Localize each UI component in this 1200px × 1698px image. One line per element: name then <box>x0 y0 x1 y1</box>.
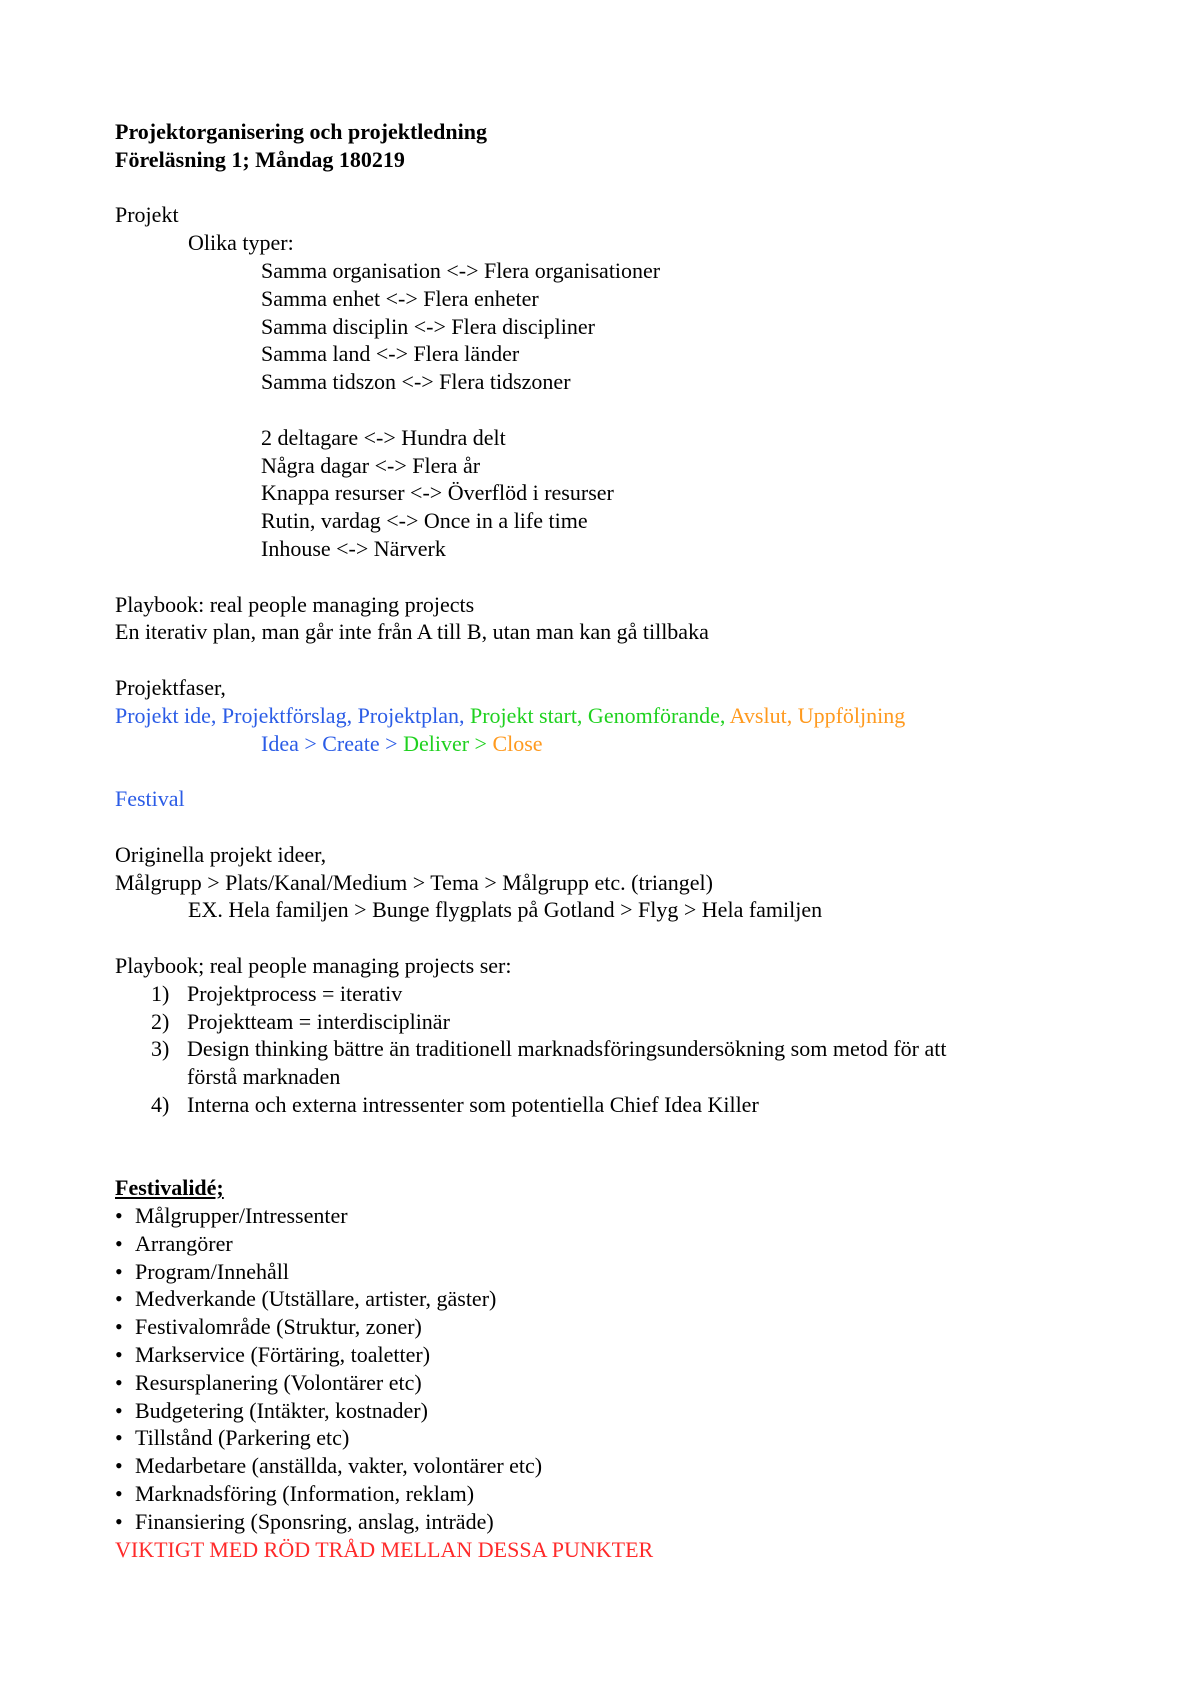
bullet-mark: • <box>115 1258 123 1284</box>
spacer <box>115 1119 1115 1147</box>
spacer <box>115 563 1115 591</box>
bullet-text: Festivalområde (Struktur, zoner) <box>135 1314 422 1340</box>
bullet-mark: • <box>115 1230 123 1256</box>
bullet-item <box>115 1313 1115 1341</box>
phases-line <box>115 702 1115 730</box>
bullet-text: Medverkande (Utställare, artister, gäster) <box>135 1286 497 1312</box>
important-note: VIKTIGT MED RÖD TRÅD MELLAN DESSA PUNKTER <box>115 1536 654 1562</box>
type-line: Samma land <-> Flera länder <box>261 341 520 367</box>
playbook2-heading: Playbook; real people managing projects ser: <box>115 952 512 978</box>
bullet-text: Finansiering (Sponsring, anslag, inträde) <box>135 1508 494 1534</box>
item-text: Design thinking bättre än traditionell marknadsföringsundersökning som metod för att förstå marknaden <box>187 1036 947 1090</box>
bullet-text: Program/Innehåll <box>135 1258 289 1284</box>
document-page <box>115 118 1115 1563</box>
type-line: 2 deltagare <-> Hundra delt <box>261 424 506 450</box>
bullet-text: Målgrupper/Intressenter <box>135 1203 348 1229</box>
bullet-text: Tillstånd (Parkering etc) <box>135 1425 350 1451</box>
bullet-mark: • <box>115 1508 123 1534</box>
bullet-mark: • <box>115 1314 123 1340</box>
steps-blue: Idea > Create > <box>261 730 404 756</box>
item-text: Projektteam = interdisciplinär <box>187 1008 450 1034</box>
phases-green: Projekt start, Genomförande, <box>470 702 730 728</box>
type-line: Knappa resurser <-> Överflöd i resurser <box>261 480 614 506</box>
phases-blue: Projekt ide, Projektförslag, Projektplan, <box>115 702 470 728</box>
type-line: Samma tidszon <-> Flera tidszoner <box>261 369 571 395</box>
bullet-mark: • <box>115 1369 123 1395</box>
festivalide-heading: Festivalidé; <box>115 1175 224 1201</box>
bullet-mark: • <box>115 1342 123 1368</box>
bullet-text: Medarbetare (anställda, vakter, volontärer etc) <box>135 1453 543 1479</box>
spacer <box>115 1146 1115 1174</box>
type-line: Rutin, vardag <-> Once in a life time <box>261 508 588 534</box>
item-text: Projektprocess = iterativ <box>187 980 403 1006</box>
item-number: 1) <box>151 980 170 1006</box>
ideer-line: Målgrupp > Plats/Kanal/Medium > Tema > Målgrupp etc. (triangel) <box>115 869 713 895</box>
bullet-item <box>115 1424 1115 1452</box>
projektfaser-heading: Projektfaser, <box>115 674 226 700</box>
document-title: Projektorganisering och projektledning <box>115 119 487 144</box>
ideer-example: EX. Hela familjen > Bunge flygplats på Gotland > Flyg > Hela familjen <box>188 897 823 923</box>
types-label: Olika typer: <box>188 230 294 256</box>
spacer <box>115 757 1115 785</box>
numbered-item <box>115 1091 1115 1119</box>
bullet-mark: • <box>115 1453 123 1479</box>
spacer <box>115 396 1115 424</box>
bullet-text: Markservice (Förtäring, toaletter) <box>135 1342 431 1368</box>
bullet-item <box>115 1452 1115 1480</box>
type-line: Inhouse <-> Närverk <box>261 535 446 561</box>
steps-line <box>115 730 1115 758</box>
bullet-item <box>115 1369 1115 1397</box>
phases-orange: Avslut, Uppföljning <box>729 702 906 728</box>
item-number: 4) <box>151 1091 170 1117</box>
item-number: 2) <box>151 1008 170 1034</box>
type-line: Samma enhet <-> Flera enheter <box>261 285 539 311</box>
bullet-mark: • <box>115 1397 123 1423</box>
festival-label: Festival <box>115 786 185 812</box>
numbered-item <box>115 980 1115 1008</box>
bullet-text: Arrangörer <box>135 1230 233 1256</box>
bullet-mark: • <box>115 1203 123 1229</box>
bullet-item <box>115 1202 1115 1230</box>
bullet-item <box>115 1508 1115 1536</box>
bullet-item <box>115 1258 1115 1286</box>
spacer <box>115 174 1115 202</box>
bullet-mark: • <box>115 1286 123 1312</box>
bullet-item <box>115 1397 1115 1425</box>
bullet-mark: • <box>115 1481 123 1507</box>
type-line: Samma organisation <-> Flera organisationer <box>261 257 661 283</box>
ideer-heading: Originella projekt ideer, <box>115 841 327 867</box>
numbered-item <box>115 1035 1115 1091</box>
spacer <box>115 813 1115 841</box>
numbered-item <box>115 1008 1115 1036</box>
document-subtitle: Föreläsning 1; Måndag 180219 <box>115 146 405 172</box>
spacer <box>115 924 1115 952</box>
bullet-text: Marknadsföring (Information, reklam) <box>135 1481 475 1507</box>
bullet-item <box>115 1230 1115 1258</box>
item-text: Interna och externa intressenter som potentiella Chief Idea Killer <box>187 1091 759 1117</box>
playbook-line: Playbook: real people managing projects <box>115 591 475 617</box>
bullet-item <box>115 1285 1115 1313</box>
iterative-plan-line: En iterativ plan, man går inte från A till B, utan man kan gå tillbaka <box>115 619 709 645</box>
bullet-text: Budgetering (Intäkter, kostnader) <box>135 1397 428 1423</box>
item-number: 3) <box>151 1036 170 1062</box>
steps-orange: Close <box>492 730 543 756</box>
spacer <box>115 646 1115 674</box>
bullet-mark: • <box>115 1425 123 1451</box>
bullet-item <box>115 1480 1115 1508</box>
bullet-text: Resursplanering (Volontärer etc) <box>135 1369 422 1395</box>
bullet-item <box>115 1341 1115 1369</box>
festivalide-list <box>115 1202 1115 1536</box>
steps-green: Deliver > <box>403 730 493 756</box>
projekt-heading: Projekt <box>115 202 179 228</box>
type-line: Några dagar <-> Flera år <box>261 452 481 478</box>
type-line: Samma disciplin <-> Flera discipliner <box>261 313 595 339</box>
